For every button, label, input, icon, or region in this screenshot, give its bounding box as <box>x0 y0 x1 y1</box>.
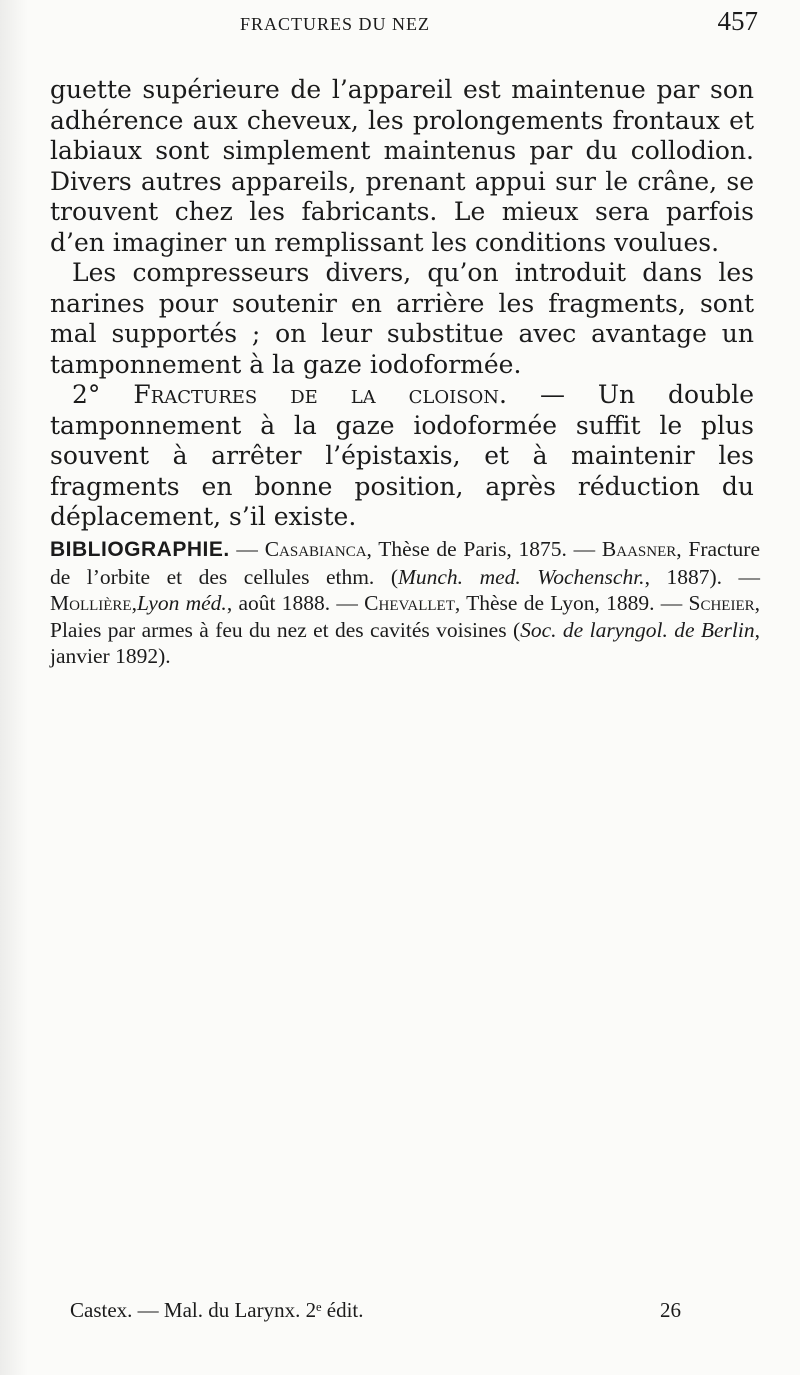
author-baasner: Baasner, <box>601 537 682 561</box>
paragraph-3 <box>50 380 754 533</box>
bibliography <box>50 536 760 670</box>
footer-signature: Castex. — Mal. du Larynx. 2ᵉ édit. <box>70 1298 364 1322</box>
author-chevallet: Chevallet, <box>364 591 461 615</box>
journal-munch: Munch. med. Wochenschr. <box>397 564 645 589</box>
ref-2: Fracture de l’orbite et des cellules ethm. ( <box>50 537 760 589</box>
footer-signature-number: 26 <box>660 1298 681 1322</box>
page-number: 457 <box>717 6 758 36</box>
ref-2b: , 1887). — <box>644 564 760 589</box>
bibliography-entry <box>50 536 760 670</box>
ref-3: , août 1888. — <box>226 591 365 615</box>
running-head: FRACTURES DU NEZ <box>240 14 431 34</box>
author-scheier: Scheier, <box>688 591 760 615</box>
section-number: 2° <box>72 380 101 409</box>
bibliography-heading: BIBLIOGRAPHIE. <box>50 538 230 561</box>
ref-4: Thèse de Lyon, 1889. — <box>460 591 689 615</box>
author-casabianca: Casabianca, <box>264 537 372 561</box>
author-molliere: Mollière, <box>50 591 137 615</box>
body-text <box>50 75 754 533</box>
paragraph-1: guette supérieure de l’appareil est maintenue par son adhérence aux cheveux, les prolongements frontaux et labiaux sont simplement maintenus par du collodion. Divers autres appareils, prenant appui sur le crâne, se trouvent chez les fabricants. Le mieux sera parfois d’en imaginer un remplissant les conditions voulues. <box>50 75 754 257</box>
bibliography-dash: — <box>229 537 265 561</box>
ref-5b: , janvier 1892). <box>50 617 760 668</box>
section-title: Fractures de la cloison. <box>133 380 508 409</box>
section-text: — Un double tamponnement à la gaze iodoformée suffit le plus souvent à arrêter l’épistaxis, et à maintenir les fragments en bonne position, après réduction du déplacement, s’il existe. <box>50 380 754 531</box>
ref-1: Thèse de Paris, 1875. — <box>371 537 602 561</box>
journal-lyon: Lyon méd. <box>136 591 227 615</box>
ref-5: Plaies par armes à feu du nez et des cavités voisines ( <box>50 617 521 642</box>
journal-soc-laryngol: Soc. de laryngol. de Berlin <box>520 617 755 642</box>
paragraph-2: Les compresseurs divers, qu’on introduit dans les narines pour soutenir en arrière les fragments, sont mal supportés ; on leur substitue avec avantage un tamponnement à la gaze iodoformée. <box>50 258 754 379</box>
